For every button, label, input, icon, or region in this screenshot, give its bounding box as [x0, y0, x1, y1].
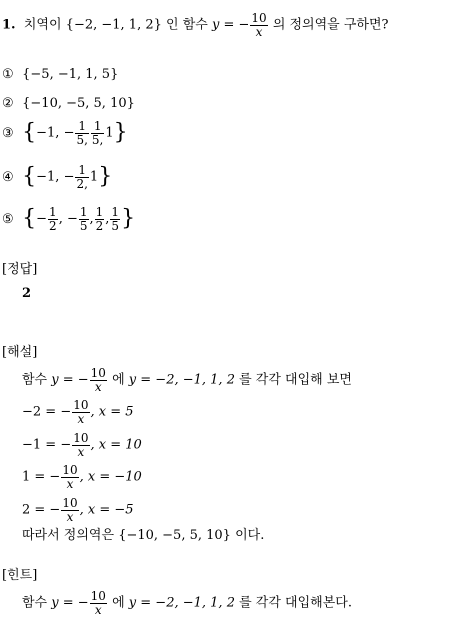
choice-3[interactable]: [2, 120, 128, 146]
solution-label: [해설]: [2, 345, 38, 360]
choice-fraction-4: $\frac{1}{5}$: [111, 205, 120, 233]
solution-line-1: 함수 y = − $\frac{10}{x}$ 에 y = −2, −1, 1, 2 를 각각 대입해 보면: [22, 366, 352, 394]
choice-suffix: 1: [105, 125, 114, 141]
choice-fraction-1: $\frac{1}{5,}$: [76, 119, 88, 147]
right-brace: }: [121, 206, 136, 232]
question: [2, 12, 389, 38]
hint-label: [힌트]: [2, 568, 38, 583]
right-brace: }: [98, 164, 113, 190]
choice-suffix: 1: [89, 169, 99, 185]
choice-marker: ②: [2, 96, 14, 111]
right-brace: }: [113, 120, 128, 146]
choice-text: {−5, −1, 1, 5}: [22, 67, 119, 82]
solution-fraction: $\frac{10}{x}$: [90, 366, 106, 394]
question-func-lhs: y = −: [211, 17, 250, 33]
question-text-b: 인 함수: [166, 17, 208, 33]
choice-4[interactable]: [2, 164, 112, 190]
left-brace: {: [22, 164, 37, 190]
choice-marker: ③: [2, 125, 14, 141]
hint-fraction: $\frac{10}{x}$: [90, 589, 106, 617]
choice-fraction-2: $\frac{1}{5,}$: [91, 119, 104, 147]
answer-label: [정답]: [2, 262, 38, 277]
choice-marker: ⑤: [2, 211, 14, 227]
left-brace: {: [22, 120, 37, 146]
solution-step-1: −2 = − $\frac{10}{x}$ , x = 5: [22, 398, 134, 426]
choice-text: {−10, −5, 5, 10}: [22, 96, 135, 111]
question-range-set: {−2, −1, 1, 2}: [65, 17, 162, 33]
choice-prefix: −1, −: [36, 169, 75, 185]
choice-fraction-1: $\frac{1}{2,}$: [76, 163, 88, 191]
question-text-a: 치역이: [23, 17, 62, 33]
choice-marker: ①: [2, 67, 14, 82]
solution-step-4: 2 = − $\frac{10}{x}$ , x = −5: [22, 496, 134, 524]
choice-fraction-2: $\frac{1}{5}$: [79, 205, 88, 233]
solution-step-2: −1 = − $\frac{10}{x}$ , x = 10: [22, 431, 142, 459]
answer-value: 2: [22, 286, 32, 301]
question-number: 1.: [2, 17, 16, 33]
choice-prefix: −1, −: [36, 125, 75, 141]
question-text-c: 의 정의역을 구하면?: [272, 17, 389, 33]
solution-step-3: 1 = − $\frac{10}{x}$ , x = −10: [22, 463, 142, 491]
question-func-fraction: $\frac{10}{x}$: [251, 11, 267, 39]
choice-fraction-3: $\frac{1}{2}$: [95, 205, 104, 233]
left-brace: {: [22, 206, 37, 232]
choice-1[interactable]: [2, 68, 118, 81]
choice-marker: ④: [2, 169, 14, 185]
solution-conclusion: 따라서 정의역은 {−10, −5, 5, 10} 이다.: [22, 528, 265, 543]
hint-line: 함수 y = − $\frac{10}{x}$ 에 y = −2, −1, 1, 2 를 각각 대입해본다.: [22, 589, 352, 617]
choice-5[interactable]: ⑤ {− $\frac{1}{2}$ , − $\frac{1}{5}$ , $\frac{1}{2}$ , $\frac{1}{5}$ }: [2, 205, 136, 233]
choice-2[interactable]: [2, 97, 135, 110]
choice-fraction-1: $\frac{1}{2}$: [49, 205, 57, 233]
